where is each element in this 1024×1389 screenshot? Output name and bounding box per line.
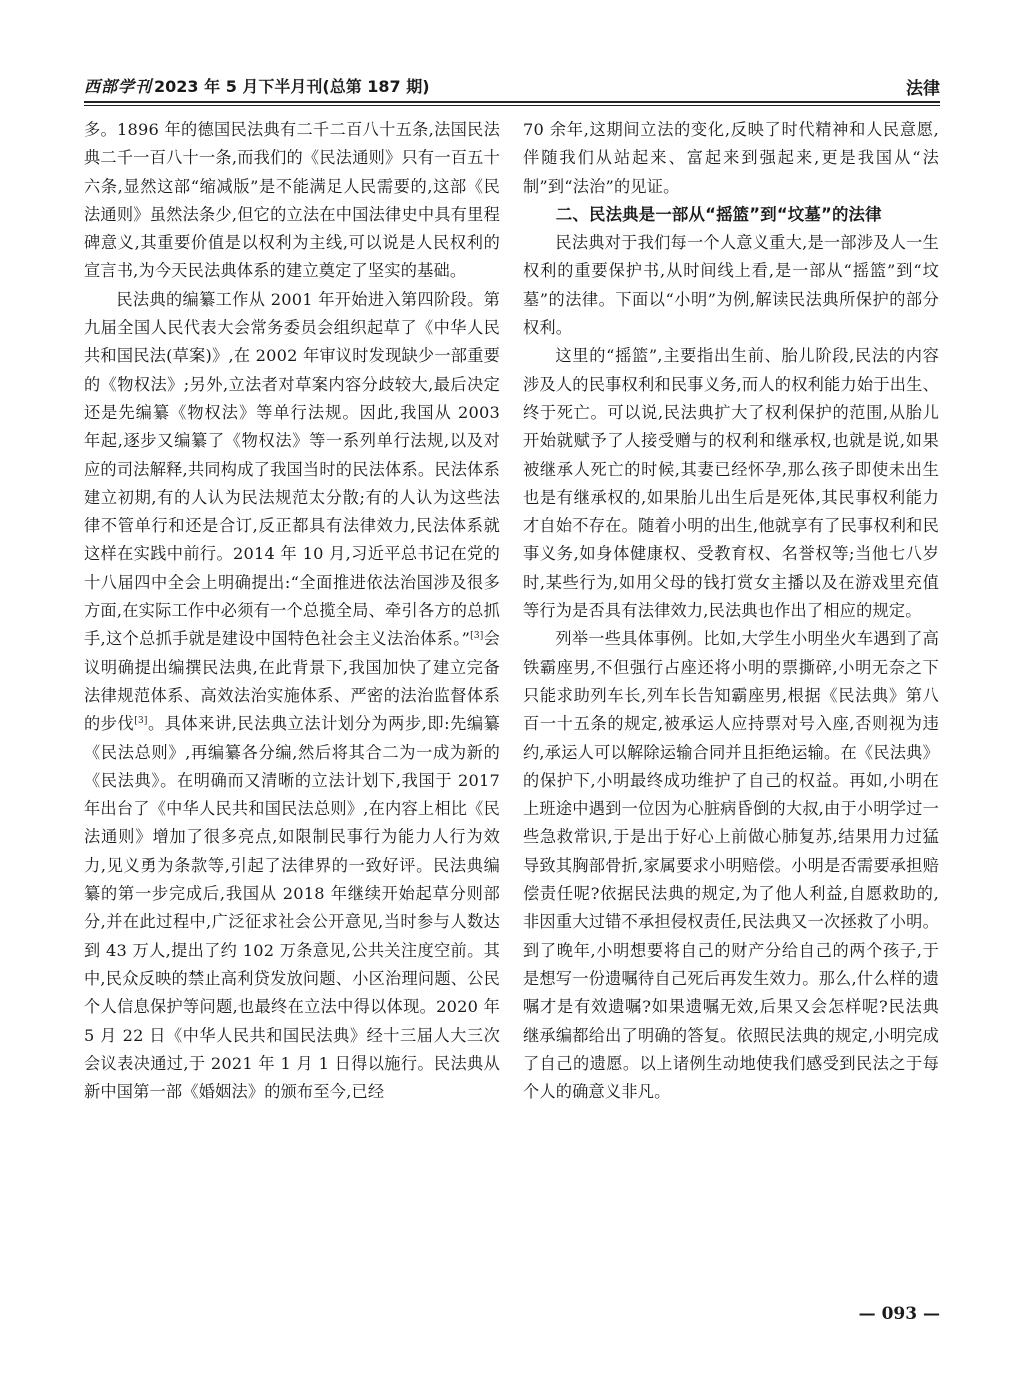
paragraph: 70 余年,这期间立法的变化,反映了时代精神和人民意愿,伴随我们从站起来、富起来到强起来,更是我国从“法制”到“法治”的见证。 bbox=[523, 120, 939, 196]
paragraph-text: 。具体来讲,民法典立法计划分为两步,即:先编纂《民法总则》,再编纂各分编,然后将其合二为一成为新的《民法典》。在明确而又清晰的立法计划下,我国于 2017 年出台了《中华人民共和国民法总则》,在内容上相比《民法通则》增加了很多亮点,如限制民事行为能力人行为效力,见义勇为条款等,引起了法律界的一致好评。民法典编纂的第一步完成后,我国从 2018 年继续开始起草分则部分,并在此过程中,广泛征求社会公开意见,当时参与人数达到 43 万人,提出了约 102 万条意见,公共关注度空前。其中,民众反映的禁止高利贷发放问题、小区治理问题、公民个人信息保护等问题,也最终在立法中得以体现。2020 年 5 月 22 日《中华人民共和国民法典》经十三届人大三次会议表决通过,于 2021 年 1 月 1 日得以施行。民法典从新中国第一部《婚姻法》的颁布至今,已经 bbox=[84, 714, 500, 1102]
paragraph: 这里的“摇篮”,主要指出生前、胎儿阶段,民法的内容涉及人的民事权利和民事义务,而人的权利能力始于出生、终于死亡。可以说,民法典扩大了权利保护的范围,从胎儿开始就赋予了人接受赠与的权利和继承权,也就是说,如果被继承人死亡的时候,其妻已经怀孕,那么孩子即使未出生也是有继承权的,如果胎儿出生后是死体,其民事权利能力才自始不存在。随着小明的出生,他就享有了民事权利和民事义务,如身体健康权、受教育权、名誉权等;当他七八岁时,某些行为,如用父母的钱打赏女主播以及在游戏里充值等行为是否具有法律效力,民法典也作出了相应的规定。 bbox=[523, 346, 939, 621]
journal-logo: 西部学刊 bbox=[84, 77, 153, 96]
paragraph: 多。1896 年的德国民法典有二千二百八十五条,法国民法典二千一百八十一条,而我们的《民法通则》只有一百五十六条,显然这部“缩减版”是不能满足人民需要的,这部《民法通则》虽然法条少,但它的立法在中国法律史中具有里程碑意义,其重要价值是以权利为主线,可以说是人民权利的宣言书,为今天民法典体系的建立奠定了坚实的基础。 bbox=[84, 120, 500, 281]
section-heading: 二、民法典是一部从“摇篮”到“坟墓”的法律 bbox=[555, 204, 882, 224]
citation-ref: [3] bbox=[470, 631, 484, 642]
paragraph-text: 民法典的编纂工作从 2001 年开始进入第四阶段。第九届全国人民代表大会常务委员会组织起草了《中华人民共和国民法(草案)》,在 2002 年审议时发现缺少一部重要的《物权法》;另外,立法者对草案内容分歧较大,最后决定还是先编纂《物权法》等单行法规。因此,我国从 2003 年起,逐步又编纂了《物权法》等一系列单行法规,以及对应的司法解释,共同构成了我国当时的民法体系。民法体系建立初期,有的人认为民法规范太分散;有的人认为这些法律不管单行和还是合订,反正都具有法律效力,民法体系就这样在实践中前行。2014 年 10 月,习近平总书记在党的十八届四中全会上明确提出:“全面推进依法治国涉及很多方面,在实际工作中必须有一个总揽全局、牵引各方的总抓手,这个总抓手就是建设中国特色社会主义法治体系。” bbox=[84, 289, 500, 649]
right-column bbox=[523, 116, 939, 1106]
citation-ref: [3] bbox=[134, 716, 148, 727]
issue-info: 2023 年 5 月下半月刊(总第 187 期) bbox=[154, 77, 430, 96]
paragraph: 列举一些具体事例。比如,大学生小明坐火车遇到了高铁霸座男,不但强行占座还将小明的票撕碎,小明无奈之下只能求助列车长,列车长告知霸座男,根据《民法典》第八百一十五条的规定,被承运人应持票对号入座,否则视为违约,承运人可以解除运输合同并且拒绝运输。在《民法典》的保护下,小明最终成功维护了自己的权益。再如,小明在上班途中遇到一位因为心脏病昏倒的大叔,由于小明学过一些急救常识,于是出于好心上前做心肺复苏,结果用力过猛导致其胸部骨折,家属要求小明赔偿。小明是否需要承担赔偿责任呢?依据民法典的规定,为了他人利益,自愿救助的,非因重大过错不承担侵权责任,民法典又一次拯救了小明。到了晚年,小明想要将自己的财产分给自己的两个孩子,于是想写一份遗嘱待自己死后再发生效力。那么,什么样的遗嘱才是有效遗嘱?如果遗嘱无效,后果又会怎样呢?民法典继承编都给出了明确的答复。依照民法典的规定,小明完成了自己的遗愿。以上诸例生动地使我们感受到民法之于每个人的确意义非凡。 bbox=[523, 629, 939, 1102]
running-header bbox=[84, 74, 940, 102]
paragraph bbox=[84, 286, 500, 1107]
page-number: — 093 — bbox=[858, 1304, 940, 1324]
paragraph: 民法典对于我们每一个人意义重大,是一部涉及人一生权利的重要保护书,从时间线上看,是一部从“摇篮”到“坟墓”的法律。下面以“小明”为例,解读民法典所保护的部分权利。 bbox=[523, 233, 939, 338]
left-column bbox=[84, 116, 500, 1106]
paragraph-text: 会议明确提出编撰民法典,在此背景下,我国加快了建立完备法律规范体系、高效法治实施体系、严密的法治监督体系的步伐 bbox=[84, 629, 501, 734]
header-issue-line bbox=[84, 74, 430, 97]
header-rule-thin bbox=[84, 105, 940, 106]
header-rule-thick bbox=[84, 101, 940, 103]
section-name: 法律 bbox=[906, 79, 940, 99]
